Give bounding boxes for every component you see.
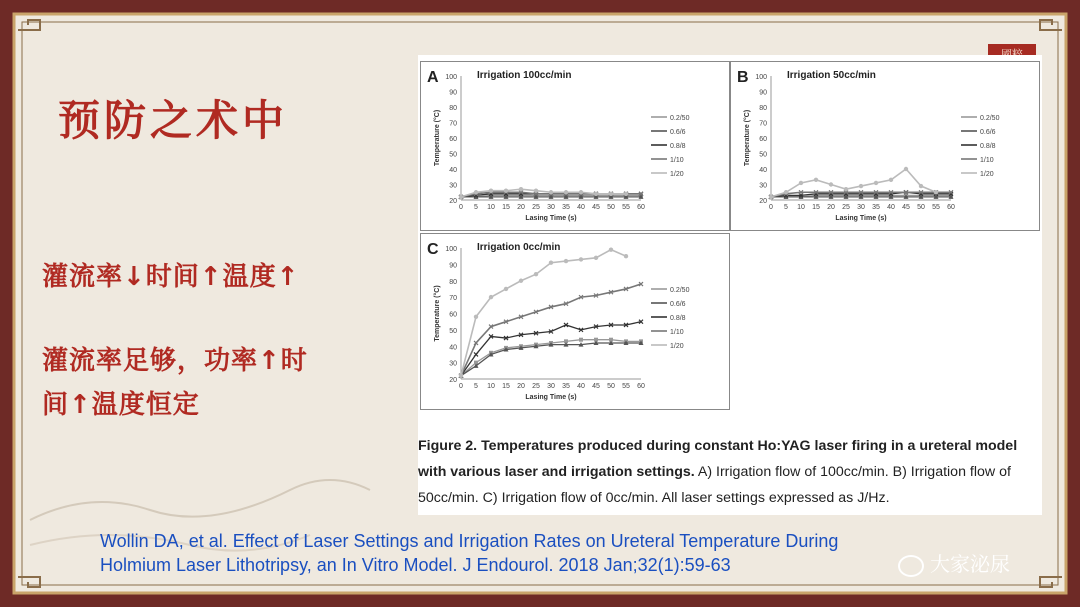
y-tick-label: 30 <box>449 182 457 190</box>
data-point <box>549 261 553 265</box>
y-tick-label: 70 <box>449 120 457 128</box>
data-point <box>579 338 583 342</box>
legend-label: 1/10 <box>670 157 684 164</box>
legend-label: 1/10 <box>980 157 994 164</box>
x-tick-label: 45 <box>592 383 600 390</box>
data-point <box>919 184 923 188</box>
x-tick-label: 30 <box>547 383 555 390</box>
x-axis-label: Lasing Time (s) <box>525 394 577 401</box>
data-point <box>594 256 598 260</box>
data-point <box>579 257 583 261</box>
x-tick-label: 50 <box>607 204 615 211</box>
x-tick-label: 15 <box>502 204 510 211</box>
x-tick-label: 35 <box>562 204 570 211</box>
series-line <box>461 284 641 376</box>
legend-label: 0.2/50 <box>670 287 690 294</box>
x-tick-label: 20 <box>517 383 525 390</box>
x-tick-label: 0 <box>459 204 463 211</box>
y-tick-label: 50 <box>449 327 457 335</box>
data-point <box>534 189 538 193</box>
legend-label: 0.8/8 <box>670 143 686 150</box>
series-line <box>461 343 641 376</box>
data-point <box>504 287 508 291</box>
x-tick-label: 10 <box>487 383 495 390</box>
x-tick-label: 45 <box>592 204 600 211</box>
legend-label: 1/10 <box>670 329 684 336</box>
panel-a <box>420 61 730 231</box>
y-tick-label: 80 <box>759 105 767 112</box>
slide-title: 预防之术中 <box>58 96 289 145</box>
data-point <box>844 187 848 191</box>
y-tick-label: 90 <box>449 89 457 97</box>
caption-rest: A) Irrigation flow of 100cc/min. B) Irrigation flow of 50cc/min. C) Irrigation flow of 0cc/min. All laser settings expressed as J/Hz. <box>418 464 1011 506</box>
data-point <box>519 187 523 191</box>
data-point <box>904 167 908 171</box>
x-tick-label: 25 <box>842 204 850 211</box>
y-tick-label: 80 <box>449 278 457 286</box>
y-tick-label: 60 <box>449 311 457 319</box>
data-point <box>564 259 568 263</box>
data-point <box>549 190 553 194</box>
y-axis-label: Temperature (°C) <box>744 109 751 167</box>
data-point <box>874 181 878 185</box>
x-tick-label: 20 <box>517 204 525 211</box>
figure <box>418 55 1042 515</box>
x-tick-label: 5 <box>474 204 478 211</box>
data-point <box>769 195 773 199</box>
y-tick-label: 70 <box>449 295 457 303</box>
y-tick-label: 50 <box>449 151 457 159</box>
chart-b <box>731 62 1039 230</box>
data-point <box>459 195 463 199</box>
y-tick-label: 90 <box>449 262 457 270</box>
y-tick-label: 90 <box>759 89 767 97</box>
legend-label: 1/20 <box>670 343 684 350</box>
bullet-2-line-1: 灌流率足够，功率↑时 <box>42 346 308 376</box>
panel-b <box>730 61 1040 231</box>
panel-c <box>420 233 730 410</box>
y-tick-label: 20 <box>449 377 457 384</box>
legend-label: 0.6/6 <box>980 129 996 136</box>
bullet-1: 灌流率↓时间↑温度↑ <box>42 262 300 292</box>
y-tick-label: 40 <box>449 344 457 352</box>
y-axis-label: Temperature (°C) <box>434 285 441 342</box>
x-tick-label: 10 <box>487 204 495 211</box>
y-tick-label: 40 <box>759 167 767 174</box>
panel-letter: C <box>427 241 439 258</box>
legend-label: 1/20 <box>670 171 684 178</box>
x-tick-label: 0 <box>769 204 773 211</box>
x-tick-label: 20 <box>827 204 835 211</box>
data-point <box>829 182 833 186</box>
x-tick-label: 40 <box>577 204 585 211</box>
citation-line-2: Holmium Laser Lithotripsy, an In Vitro Model. J Endourol. 2018 Jan;32(1):59-63 <box>100 555 731 575</box>
chart-title: Irrigation 0cc/min <box>477 242 561 253</box>
data-point <box>609 192 613 196</box>
x-tick-label: 45 <box>902 204 910 211</box>
x-tick-label: 55 <box>622 383 630 390</box>
y-tick-label: 20 <box>449 198 457 205</box>
x-tick-label: 40 <box>577 383 585 390</box>
data-point <box>519 279 523 283</box>
legend-label: 0.8/8 <box>980 143 996 150</box>
data-point <box>799 181 803 185</box>
data-point <box>564 190 568 194</box>
y-tick-label: 100 <box>755 74 767 81</box>
data-point <box>594 192 598 196</box>
legend-label: 0.6/6 <box>670 301 686 308</box>
watermark-text: 大家泌尿 <box>930 552 1010 576</box>
y-tick-label: 30 <box>449 360 457 368</box>
x-tick-label: 55 <box>932 204 940 211</box>
x-tick-label: 35 <box>562 383 570 390</box>
data-point <box>489 189 493 193</box>
figure-caption <box>418 433 1042 511</box>
x-tick-label: 5 <box>474 383 478 390</box>
wechat-icon <box>898 555 924 577</box>
y-tick-label: 20 <box>759 198 767 205</box>
x-tick-label: 35 <box>872 204 880 211</box>
x-tick-label: 15 <box>812 204 820 211</box>
y-tick-label: 60 <box>449 136 457 143</box>
data-point <box>784 190 788 194</box>
x-tick-label: 10 <box>797 204 805 211</box>
y-tick-label: 100 <box>445 246 457 253</box>
x-tick-label: 60 <box>637 204 645 211</box>
y-tick-label: 80 <box>449 105 457 112</box>
y-tick-label: 40 <box>449 167 457 174</box>
x-tick-label: 55 <box>622 204 630 211</box>
y-tick-label: 30 <box>759 182 767 190</box>
data-point <box>474 190 478 194</box>
x-tick-label: 0 <box>459 383 463 390</box>
x-tick-label: 30 <box>547 204 555 211</box>
chart-c <box>421 234 729 409</box>
y-axis-label: Temperature (°C) <box>434 109 441 167</box>
legend-label: 0.6/6 <box>670 129 686 136</box>
chart-a <box>421 62 729 230</box>
caption-bold: Figure 2. Temperatures produced during constant Ho:YAG laser firing in a ureteral model with various laser and irrigation settings. <box>418 438 1018 480</box>
legend-label: 0.2/50 <box>670 115 690 122</box>
data-point <box>814 178 818 182</box>
legend-label: 1/20 <box>980 171 994 178</box>
data-point <box>474 315 478 319</box>
y-tick-label: 100 <box>445 74 457 81</box>
x-tick-label: 30 <box>857 204 865 211</box>
citation-line-1: Wollin DA, et al. Effect of Laser Settings and Irrigation Rates on Ureteral Temperature During <box>100 531 839 551</box>
x-axis-label: Lasing Time (s) <box>525 215 577 222</box>
x-tick-label: 60 <box>947 204 955 211</box>
y-tick-label: 60 <box>759 136 767 143</box>
data-point <box>534 272 538 276</box>
bullet-2-line-2: 间↑温度恒定 <box>42 390 200 420</box>
data-point <box>889 178 893 182</box>
data-point <box>579 190 583 194</box>
data-point <box>609 247 613 251</box>
data-point <box>474 352 478 356</box>
data-point <box>489 295 493 299</box>
data-point <box>934 190 938 194</box>
x-tick-label: 50 <box>917 204 925 211</box>
y-tick-label: 50 <box>759 151 767 159</box>
legend-label: 0.2/50 <box>980 115 1000 122</box>
data-point <box>624 254 628 258</box>
x-tick-label: 40 <box>887 204 895 211</box>
legend-label: 0.8/8 <box>670 315 686 322</box>
x-tick-label: 50 <box>607 383 615 390</box>
x-tick-label: 15 <box>502 383 510 390</box>
x-axis-label: Lasing Time (s) <box>835 215 887 222</box>
data-point <box>459 374 463 378</box>
chart-title: Irrigation 50cc/min <box>787 70 876 81</box>
panel-letter: B <box>737 69 749 86</box>
chart-title: Irrigation 100cc/min <box>477 70 572 81</box>
y-tick-label: 70 <box>759 120 767 128</box>
x-tick-label: 25 <box>532 204 540 211</box>
watermark <box>898 548 1010 577</box>
x-tick-label: 5 <box>784 204 788 211</box>
x-tick-label: 25 <box>532 383 540 390</box>
x-tick-label: 60 <box>637 383 645 390</box>
panel-letter: A <box>427 69 439 86</box>
data-point <box>504 189 508 193</box>
data-point <box>859 184 863 188</box>
data-point <box>624 192 628 196</box>
